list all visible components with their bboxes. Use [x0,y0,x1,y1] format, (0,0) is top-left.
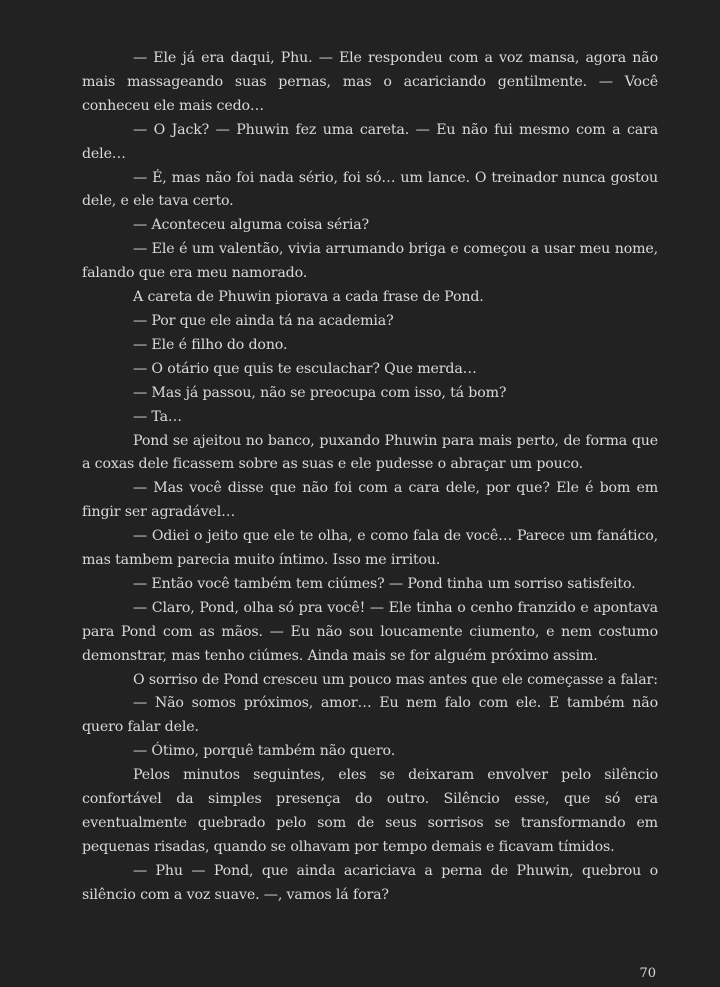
paragraph: Pelos minutos seguintes, eles se deixaram envolver pelo silêncio confortável da simples presença do outro. Silêncio esse, que só era eventualmente quebrado pelo som de seus sorrisos se transformando em pequenas risadas, quando se olhavam por tempo demais e ficavam tímidos. [82,767,658,855]
paragraph: — Mas você disse que não foi com a cara dele, por que? Ele é bom em fingir ser agradável… [82,480,658,521]
paragraph: — O Jack? — Phuwin fez uma careta. — Eu não fui mesmo com a cara dele… [82,121,658,162]
paragraph: — Phu — Pond, que ainda acariciava a perna de Phuwin, quebrou o silêncio com a voz suave. —, vamos lá fora? [82,862,658,903]
paragraph: — Não somos próximos, amor… Eu nem falo com ele. E também não quero falar dele. [82,695,658,736]
paragraph: — Ta… [133,408,182,425]
paragraph: — É, mas não foi nada sério, foi só… um lance. O treinador nunca gostou dele, e ele tava certo. [82,169,658,210]
paragraph: — Aconteceu alguma coisa séria? [133,217,369,234]
paragraph: — Ele é filho do dono. [133,336,288,353]
paragraph: — O otário que quis te esculachar? Que merda… [133,360,477,377]
paragraph: — Odiei o jeito que ele te olha, e como fala de você… Parece um fanático, mas tambem parecia muito íntimo. Isso me irritou. [82,528,658,569]
paragraph: — Claro, Pond, olha só pra você! — Ele tinha o cenho franzido e apontava para Pond com as mãos. — Eu não sou loucamente ciumento, e nem costumo demonstrar, mas tenho ciúmes. Ainda mais se for alguém próximo assim. [82,599,658,664]
page-number: 70 [639,966,656,981]
paragraph: — Mas já passou, não se preocupa com isso, tá bom? [133,384,507,401]
paragraph: — Por que ele ainda tá na academia? [133,312,394,329]
paragraph: — Ótimo, porquê também não quero. [133,743,396,760]
paragraph: — Ele já era daqui, Phu. — Ele respondeu com a voz mansa, agora não mais massageando suas pernas, mas o acariciando gentilmente. — Você conheceu ele mais cedo… [82,50,658,114]
paragraph: — Então você também tem ciúmes? — Pond tinha um sorriso satisfeito. [133,575,636,592]
body-text [82,47,658,908]
paragraph: O sorriso de Pond cresceu um pouco mas antes que ele começasse a falar: [133,671,658,688]
paragraph: — Ele é um valentão, vivia arrumando briga e começou a usar meu nome, falando que era meu namorado. [82,241,658,282]
paragraph: Pond se ajeitou no banco, puxando Phuwin para mais perto, de forma que a coxas dele ficassem sobre as suas e ele pudesse o abraçar um pouco. [82,432,658,473]
paragraph: A careta de Phuwin piorava a cada frase de Pond. [133,289,484,306]
